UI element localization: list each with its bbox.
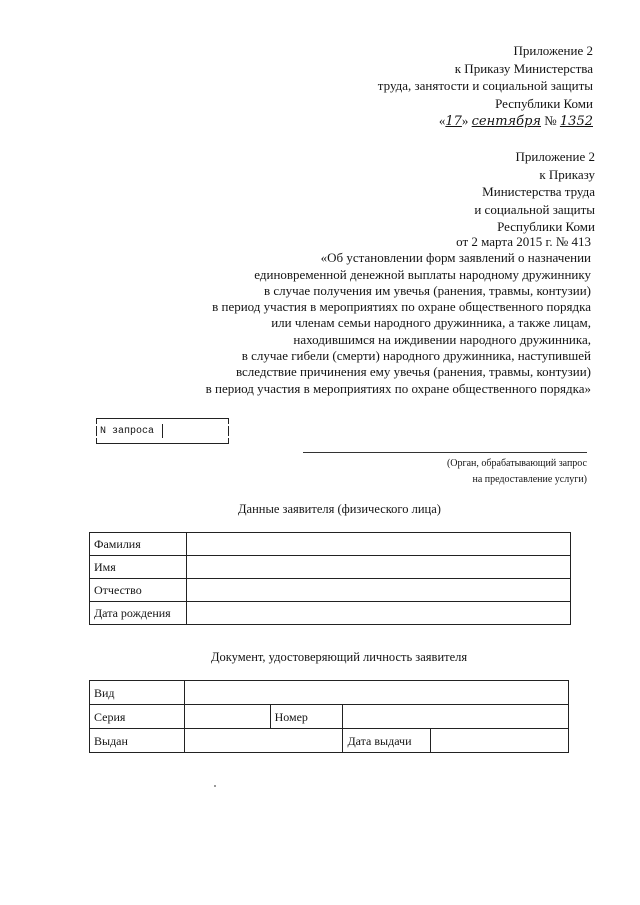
organ-signature-line[interactable]: [303, 452, 587, 453]
title-line: вследствие причинения ему увечья (ранения, травмы, контузии): [235, 364, 591, 380]
order-date-number: «17» сентября № 1352: [438, 113, 593, 129]
header-line: труда, занятости и социальной защиты: [377, 78, 593, 93]
scan-speck: [214, 785, 216, 787]
handwritten-number: 1352: [559, 114, 593, 129]
table-row: [90, 556, 571, 579]
doc-issued-label: Выдан: [90, 729, 185, 753]
table-row: [90, 681, 569, 705]
doc-issue-date-label: Дата выдачи: [343, 729, 431, 753]
table-row: [90, 602, 571, 625]
title-line: единовременной денежной выплаты народному дружиннику: [254, 266, 591, 282]
doc-issue-date-field[interactable]: [431, 729, 569, 753]
appendix-header-secondary: [474, 148, 595, 236]
doc-number-field[interactable]: [343, 705, 569, 729]
request-number-label: N запроса: [100, 426, 155, 437]
surname-label: Фамилия: [90, 533, 187, 556]
doc-type-label: Вид: [90, 681, 185, 705]
order-date-line: от 2 марта 2015 г. № 413: [456, 234, 591, 249]
birth-date-label: Дата рождения: [90, 602, 187, 625]
organ-caption-line: (Орган, обрабатывающий запрос: [446, 458, 587, 469]
birth-date-field[interactable]: [187, 602, 571, 625]
doc-number-label: Номер: [270, 705, 343, 729]
header-line: Республики Коми: [495, 95, 593, 111]
doc-type-field[interactable]: [184, 681, 568, 705]
title-line: или членам семьи народного дружинника, а также лицам,: [271, 315, 591, 331]
table-row: [90, 579, 571, 602]
header-line: к Приказу Министерства: [454, 60, 593, 76]
identity-document-table: [89, 680, 569, 753]
patronymic-field[interactable]: [187, 579, 571, 602]
title-line: в случае получения им увечья (ранения, травмы, контузии): [263, 282, 591, 298]
header-line: Приложение 2: [515, 149, 595, 164]
applicant-section-title: Данные заявителя (физического лица): [238, 502, 441, 516]
applicant-data-table: [89, 532, 571, 625]
title-line: в случае гибели (смерти) народного дружинника, наступившей: [241, 348, 591, 364]
request-number-box: [96, 418, 229, 444]
title-line: в период участия в мероприятиях по охране общественного порядка»: [205, 380, 591, 396]
name-field[interactable]: [187, 556, 571, 579]
doc-series-field[interactable]: [184, 705, 270, 729]
table-row: [90, 705, 569, 729]
header-line: Приложение 2: [513, 43, 593, 58]
handwritten-day: 17: [445, 114, 462, 129]
surname-field[interactable]: [187, 533, 571, 556]
table-row: [90, 729, 569, 753]
title-line: находившимся на иждивении народного дружинника,: [293, 331, 591, 347]
organ-caption: [447, 456, 587, 488]
header-line: Республики Коми: [497, 219, 595, 234]
header-line: к Приказу: [539, 166, 595, 182]
doc-issued-field[interactable]: [184, 729, 343, 753]
title-line: в период участия в мероприятиях по охране общественного порядка: [212, 299, 591, 315]
header-line: и социальной защиты: [474, 201, 595, 217]
patronymic-label: Отчество: [90, 579, 187, 602]
order-title: [206, 234, 591, 397]
name-label: Имя: [90, 556, 187, 579]
organ-caption-line: на предоставление услуги): [472, 474, 587, 485]
appendix-header-primary: [378, 42, 593, 131]
table-row: [90, 533, 571, 556]
number-sign: №: [544, 113, 557, 128]
doc-series-label: Серия: [90, 705, 185, 729]
header-line: Министерства труда: [482, 184, 595, 199]
request-number-separator: [162, 424, 163, 438]
identity-document-section-title: Документ, удостоверяющий личность заявителя: [211, 650, 468, 664]
handwritten-month: сентября: [471, 114, 541, 129]
title-line: «Об установлении форм заявлений о назначении: [320, 250, 591, 266]
